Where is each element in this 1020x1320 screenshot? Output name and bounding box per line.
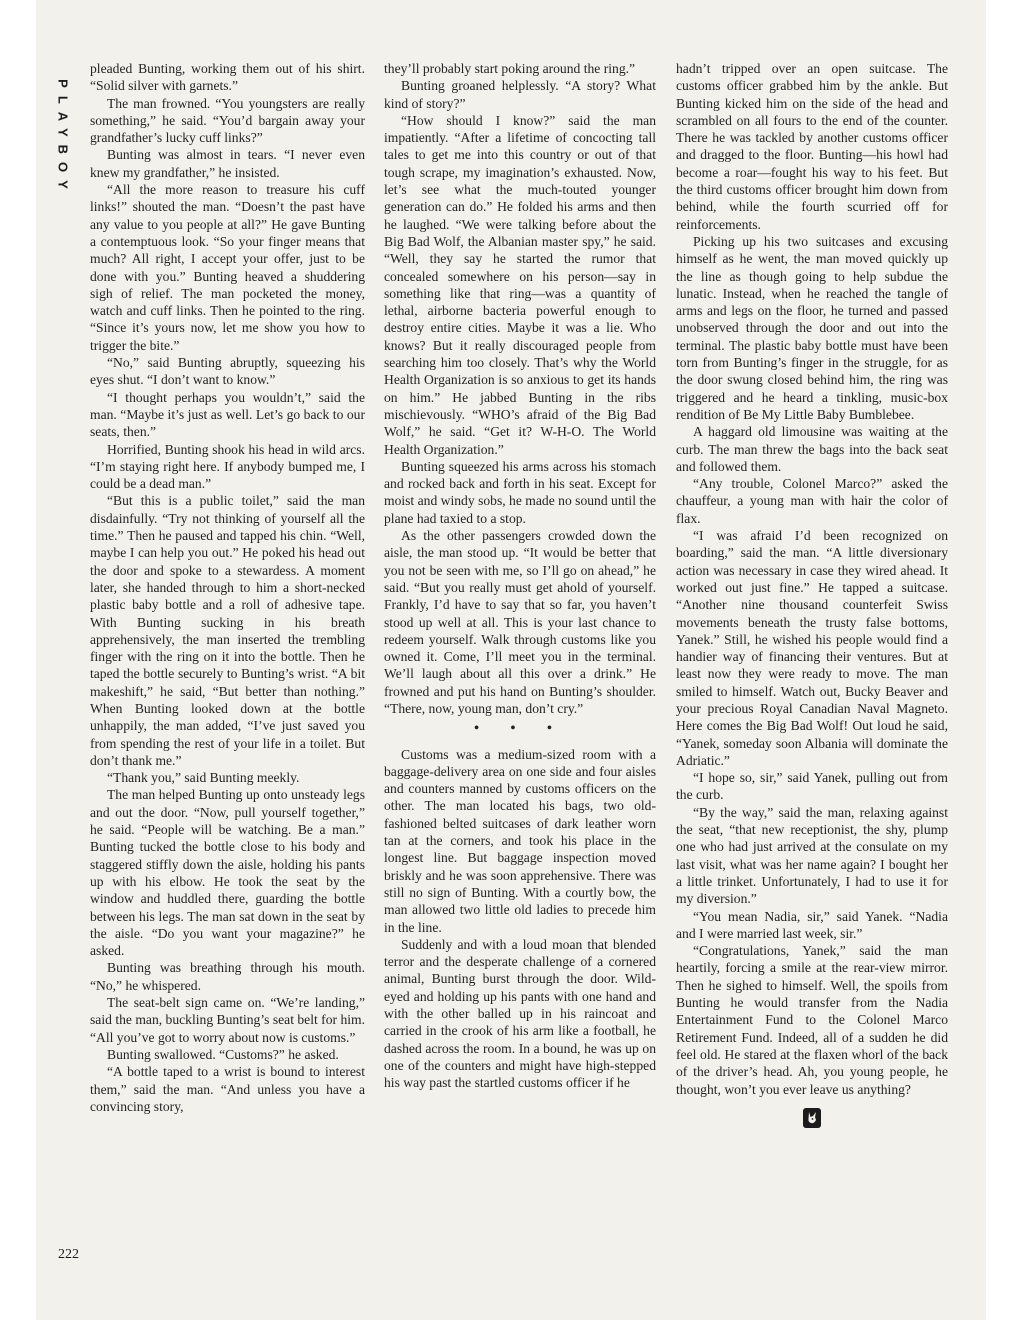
brand-name: PLAYBOY	[55, 79, 71, 197]
paragraph: “A bottle taped to a wrist is bound to interest them,” said the man. “And unless you have a convincing story,	[90, 1064, 365, 1114]
paragraph: Customs was a medium-sized room with a baggage-delivery area on one side and four aisles and counters manned by customs officers on the other. The man located his bags, two old-fashioned belted suitcases of dark leather worn tan at the corners, and took his place in the longest line. But baggage inspection moved briskly and he was soon apprehensive. There was still no sign of Bunting. With a courtly bow, the man allowed two little old ladies to precede him in the line.	[384, 746, 656, 935]
paragraph: Picking up his two suitcases and excusing himself as he went, the man moved quickly up the line as though going to help subdue the lunatic. Instead, when he reached the tangle of arms and legs on the floor, he turned and passed unobserved through the door and out into the terminal. The plastic baby bottle must have been torn from Bunting’s finger in the struggle, for as the door swung closed behind him, the ring was triggered and he heard a tinkling, music-box rendition of Be My Little Baby Bumblebee.	[676, 233, 948, 422]
paragraph: they’ll probably start poking around the ring.”	[384, 61, 636, 76]
rabbit-head-end-mark-icon	[803, 1108, 821, 1128]
paragraph: As the other passengers crowded down the aisle, the man stood up. “It would be better that you not be seen with me, so I’ll go on ahead,” he said. “But you really must get ahold of yourself. Frankly, I’d have to say that so far, you haven’t stood up well at all. This is your last chance to redeem yourself. Walk through customs like you owned it. Come, I’ll meet you in the terminal. We’ll laugh about all this over a drink.” He frowned and put his hand on Bunting’s shoulder. “There, now, young man, don’t cry.”	[384, 528, 656, 716]
paragraph: Bunting squeezed his arms across his stomach and rocked back and forth in his seat. Except for moist and windy sobs, he made no sound until the plane had taxied to a stop.	[384, 458, 656, 526]
paragraph: “No,” said Bunting abruptly, squeezing his eyes shut. “I don’t want to know.”	[90, 355, 365, 388]
paragraph: “I thought perhaps you wouldn’t,” said the man. “Maybe it’s just as well. Let’s go back to our seats, then.”	[90, 389, 365, 440]
paragraph: The man frowned. “You youngsters are really something,” he said. “You’d bargain away your grandfather’s lucky cuff links?”	[90, 95, 365, 146]
page-number: 222	[58, 1247, 79, 1262]
paragraph: The seat-belt sign came on. “We’re landing,” said the man, buckling Bunting’s seat belt for him. “All you’ve got to worry about now is customs.”	[90, 995, 365, 1045]
running-head-brand	[50, 58, 76, 218]
paragraph: hadn’t tripped over an open suitcase. The customs officer grabbed him by the ankle. But Bunting kicked him on the side of the head and scrambled on all fours to the end of the counter. There he was tackled by another customs officer and dragged to the floor. Bunting—his howl had become a roar—fought his way to his feet. But the third customs officer brought him down from behind, while the fourth scurried off for reinforcements.	[676, 61, 948, 232]
text-column-3	[676, 60, 948, 1128]
paragraph: A haggard old limousine was waiting at the curb. The man threw the bags into the back seat and followed them.	[676, 424, 948, 474]
paragraph: Horrified, Bunting shook his head in wild arcs. “I’m staying right here. If anybody bumped me, I could be a dead man.”	[90, 441, 365, 492]
paragraph: “But this is a public toilet,” said the man disdainfully. “Try not thinking of yourself all the time.” Then he paused and tapped his chin. “Well, maybe I can help you out.” He poked his head out the door and spoke to a stewardess. A moment later, she handed through to him a short-necked plastic baby bottle and a roll of adhesive tape. With Bunting sucking in his breath apprehensively, the man inserted the trembling finger with the ring on it into the bottle. Then he taped the bottle securely to Bunting’s wrist. “A bit makeshift,” he said, “But better than nothing.” When Bunting looked down at the bottle unhappily, the man added, “I’ve just saved you from spending the rest of your life in a toilet. But don’t thank me.”	[90, 493, 365, 768]
paragraph: “I hope so, sir,” said Yanek, pulling out from the curb.	[676, 770, 948, 803]
section-break: • • •	[474, 721, 566, 737]
paragraph: “By the way,” said the man, relaxing against the seat, “that new receptionist, the shy, plump one who had just arrived at the consulate on my last visit, what was her name again? I bought her a little trinket. Unfortunately, I had to use it for my diversion.”	[676, 804, 948, 907]
paragraph: Bunting swallowed. “Customs?” he asked.	[107, 1046, 339, 1062]
text-column-1	[90, 60, 365, 1115]
paragraph: Bunting groaned helplessly. “A story? What kind of story?”	[384, 78, 656, 111]
paragraph: “Any trouble, Colonel Marco?” asked the chauffeur, a young man with hair the color of flax.	[676, 476, 948, 526]
paragraph: The man helped Bunting up onto unsteady legs and out the door. “Now, pull yourself together,” he said. “People will be watching. Be a man.” Bunting tucked the bottle close to his body and staggered stiffly down the aisle, holding his pants up with his elbow. He took the seat by the window and huddled there, guarding the bottle between his legs. The man sat down in the seat by the aisle. “Do you want your magazine?” he asked.	[90, 787, 365, 959]
paragraph: pleaded Bunting, working them out of his shirt. “Solid silver with garnets.”	[90, 61, 365, 94]
paragraph: “Thank you,” said Bunting meekly.	[107, 770, 300, 786]
paragraph: Bunting was almost in tears. “I never even knew my grandfather,” he insisted.	[90, 147, 365, 180]
paragraph: “I was afraid I’d been recognized on boarding,” said the man. “A little diversionary action was necessary in case they wired ahead. It worked out just fine.” He tapped a suitcase. “Another nine thousand counterfeit Swiss movements beneath the trusty false bottoms, Yanek.” Still, he wished his people would find a handier way of financing their ventures. But at least now they were ready to move. The man smiled to himself. Watch out, Bucky Beaver and your precious Royal Canadian Naval Magneto. Here comes the Big Bad Wolf! Out loud he said, “Yanek, someday soon Albania will dominate the Adriatic.”	[676, 528, 948, 768]
paragraph: Bunting was breathing through his mouth. “No,” he whispered.	[90, 960, 365, 993]
text-column-2	[384, 60, 656, 1092]
paragraph: Suddenly and with a loud moan that blended terror and the desperate challenge of a cornered animal, Bunting burst through the door. Wild-eyed and holding up his pants with one hand and with the other balled up in his raincoat and carried in the crook of his arm like a football, he dashed across the room. In a bound, he was up on one of the counters and might have high-stepped his way past the startled customs officer if he	[384, 936, 656, 1091]
paragraph: “Congratulations, Yanek,” said the man heartily, forcing a smile at the rear-view mirror. Then he sighed to himself. Well, the spoils from Bunting he would transfer from the Nadia Entertainment Fund to the Colonel Marco Retirement Fund. Indeed, all of a sudden he did feel old. He stared at the flaxen whorl of the back of the driver’s head. Ah, you young people, he thought, won’t you ever leave us anything?	[676, 943, 948, 1097]
paragraph: “You mean Nadia, sir,” said Yanek. “Nadia and I were married last week, sir.”	[676, 908, 948, 941]
paragraph: “How should I know?” said the man impatiently. “After a lifetime of concocting tall tales to get me into this country or out of that tough scrape, my imagination’s exhausted. Now, let’s see what the much-touted younger generation can do.” He folded his arms and then he laughed. “We were talking before about the Big Bad Wolf, the Albanian master spy,” he said. “Well, they say he started the rumor that concealed somewhere on his person—say in something like that ring—was a quantity of lethal, airborne bacteria powerful enough to destroy entire cities. Maybe it was a lie. Who knows? But it really discouraged people from searching him too closely. That’s why the World Health Organization is so anxious to get its hands on him.” He jabbed Bunting in the ribs mischievously. “WHO’s afraid of the Big Bad Wolf,” he said. “Get it? W-H-O. The World Health Organization.”	[384, 112, 656, 457]
paragraph: “All the more reason to treasure his cuff links!” shouted the man. “Doesn’t the past have any value to you people at all?” He gave Bunting a contemptuous look. “So your finger means that much? All right, I accept your offer, just to be done with you.” Bunting heaved a shuddering sigh of relief. The man pocketed the money, watch and cuff links. Then he pointed to the ring. “Since it’s yours now, let me show you how to trigger the bite.”	[90, 182, 365, 353]
